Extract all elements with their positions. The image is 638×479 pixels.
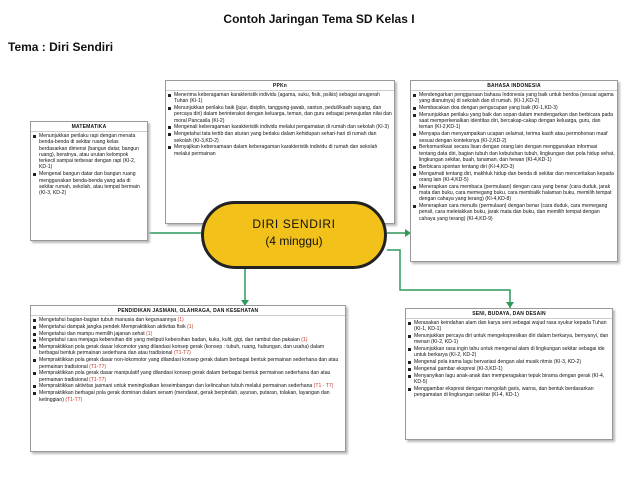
pjok-item-ref: (1) — [146, 330, 153, 337]
pjok-item: Mempraktikkan pola gerak dasar manipulatif yang dilandasi konsep gerak dalam berbagai bentuk permainan sederhana dan atau permainan tradisional (T1-T7) — [39, 370, 343, 383]
matematika-item: Menunjukkan perilaku rapi dengan menata benda-benda di sekitar ruang kelas berdasarkan dimensi (bangun datar, bangun ruang), beratnya, atau urutan kelompok terkecil sampai terbesar dengan rapi (KI-2, KD-1) — [39, 133, 145, 171]
pjok-item-ref: (1) — [301, 337, 308, 344]
ppkn-item: Mengetahui tata tertib dan aturan yang berlaku dalam kehidupan sehari-hari di rumah dan sekolah (KI-3,KD-2) — [174, 131, 392, 144]
pjok-item: Mempraktikkan berbagai pola gerak dominan dalam senam (mendarat, gerak berpindah, ayunan, putaran, tolakan, layangan dan ketinggian) (T1-T7) — [39, 390, 343, 403]
matematika-header: MATEMATIKA — [31, 122, 147, 132]
pjok-box — [30, 305, 346, 452]
bahasa-list — [411, 91, 617, 222]
pjok-item-ref: (T1-T7) — [173, 350, 191, 357]
ppkn-item: Mengenali keberagaman karakteristik individu melalui pengamatan di rumah dan sekolah (KI-3) — [174, 124, 392, 130]
bahasa-header: BAHASA INDONESIA — [411, 81, 617, 91]
pjok-item: Mengetahui dan mampu memilih jajanan sehat (1) — [39, 331, 343, 337]
bahasa-item: Mendengarkan penggunaan bahasa Indonesia yang baik untuk berdoa (sesuai agama yang dianutnya) di sekolah dan di rumah. (KI-1,KD-2) — [419, 92, 614, 105]
pjok-item-ref: (T1-T7) — [89, 376, 107, 383]
bahasa-item: Berkomunikasi secara lisan dengan orang lain dengan menggunakan informasi tentang data diri, bagian tubuh dan kebutuhan tubuh, lingkungan dan pola hidup sehat, lingkungan sekitar, buah, tanaman, dan hewan (KI-4,KD-1) — [419, 144, 615, 163]
pjok-item-ref: (T1 - T7) — [313, 383, 334, 390]
pjok-item-ref: (1) — [177, 317, 184, 323]
matematika-list — [31, 132, 147, 196]
ppkn-header: PPKn — [166, 81, 394, 91]
bahasa-item: Menunjukkan perilaku yang baik dan sopan dalam mendengarkan dan berbicara pada saat memperkenalkan identitas diri, bercakap-cakap dengan keluarga, guru, dan teman (KI-2,KD-1) — [419, 112, 615, 131]
pjok-list — [31, 316, 345, 403]
bahasa-item: Menerapkan cara membaca (permulaan) dengan cara yang benar (cara duduk, jarak mata dan buku, cara memegang buku, cara membalik halaman buku, memilih tempat dengan cahaya yang terang) (KI-4,KD-8) — [419, 184, 615, 203]
sbdp-item: Menunjukkan percaya diri untuk mengekspresikan diri dalam berkarya, bernyanyi, dan menari (KI-2, KD-1) — [414, 333, 609, 346]
sbdp-item: Menyanyikan lagu anak-anak dan memperagakan tepuk birama dengan gerak (KI-4, KD-5) — [414, 373, 610, 386]
page-title: Contoh Jaringan Tema SD Kelas I — [223, 12, 415, 26]
bahasa-item: Menyapa dan menyampaikan ucapan selamat, terima kasih atau permohonan maaf sesuai dengan konteksnya (KI-2,KD-2) — [419, 131, 615, 144]
pjok-item: Mengetahui cara menjaga kebersihan diri yang meliputi kebersihan badan, kuku, kulit, gigi, dan rambut dan pakaian (1) — [39, 337, 343, 343]
central-theme-duration: (4 minggu) — [265, 234, 323, 248]
ppkn-item: Menerima keberagaman karakteristik individu (agama, suku, fisik, psikis) sebagai anugerah Tuhan (KI-1) — [174, 92, 392, 105]
central-theme-title: DIRI SENDIRI — [252, 217, 336, 231]
central-theme-node — [201, 201, 387, 269]
sbdp-item: Mengenal pola irama lagu bervariasi dengan alat musik ritmis (KI-3, KD-2) — [414, 359, 610, 365]
ppkn-item: Menyajikan kebersamaan dalam keberagaman karakteristik individu di rumah dan sekolah melalui permainan — [174, 144, 392, 157]
ppkn-list — [166, 91, 394, 157]
matematika-box — [30, 121, 148, 241]
pjok-header: PENDIDIKAN JASMANI, OLAHRAGA, DAN KESEHATAN — [31, 306, 345, 316]
bahasa-item: Menerapkan cara menulis (permulaan) dengan benar (cara duduk, cara memegang pensil, cara meletakkan buku, jarak mata dan buku, dan memilih tempat dengan cahaya yang terang) (KI-4,KD-9) — [419, 203, 615, 222]
sbdp-item: Merasakan keindahan alam dan karya seni sebagai wujud rasa syukur kepada Tuhan (KI-1, KD-1) — [414, 320, 610, 333]
pjok-item: Mempraktikkan pola gerak dasar non-lokomotor yang dilandasi konsep gerak dalam berbagai bentuk permainan sederhana dan atau permainan tradisional (T1-T7) — [39, 357, 343, 370]
sbdp-item: Menunjukkan rasa ingin tahu untuk mengenal alam di lingkungan sekitar sebagai ide untuk berkarya (KI-2, KD-2) — [414, 346, 610, 359]
bahasa-item: Membacakan doa dengan pengucapan yang baik (KI-1,KD-3) — [419, 105, 615, 111]
pjok-item: Mempraktikkan pola gerak dasar lokomotor yang dilandasi konsep gerak (konsep : tubuh, ruang, hubungan, dan usaha) dalam berbagai bentuk permainan sederhana dan atau tradisional (T1-T7) — [39, 344, 343, 357]
bahasa-item: Mengamati tentang diri, makhluk hidup dan benda di sekitar dan menceritakan kepada orang lain (KI-4,KD-5) — [419, 170, 614, 183]
bahasa-indonesia-box — [410, 80, 618, 262]
sbdp-item: Menggambar ekspresi dengan mengolah garis, warna, dan bentuk berdasarkan pengamatan di lingkungan sekitar (KI-4, KD-1) — [414, 386, 610, 399]
pjok-item: Mengetahui bagian-bagian tubuh manusia dan kegunaannya (1) — [39, 317, 343, 323]
pjok-item: Mengetahui dampak jangka pendek Mempraktikkan aktivitas fisik (1) — [39, 324, 343, 330]
sbdp-item: Mengenal gambar ekspresi (KI-3,KD-1) — [414, 366, 610, 372]
bahasa-item: Berbicara spontan tentang diri (KI-4,KD-3) — [419, 164, 615, 170]
pjok-item-ref: (T1-T7) — [65, 396, 83, 403]
seni-budaya-box — [405, 308, 613, 440]
sbdp-list — [406, 319, 612, 399]
ppkn-item: Menunjukkan perilaku baik (jujur, disiplin, tanggung-jawab, santun, peduli/kasih sayang, dan percaya diri) dalam berinteraksi dengan keluarga, teman, dan guru sebagai perwujudan nilai dan moral Pancasila (KI-2) — [174, 105, 392, 124]
sbdp-header: SENI, BUDAYA, DAN DESAIN — [406, 309, 612, 319]
matematika-item: Mengenal bangun datar dan bangun ruang menggunakan benda-benda yang ada di sekitar rumah, sekolah, atau tempat bermain (KI-3, KD-2) — [39, 171, 145, 196]
pjok-item-ref: (T1-T7) — [89, 363, 107, 370]
pjok-item-ref: (1) — [187, 323, 194, 330]
pjok-item: Mempraktikkan aktivitas jasmani untuk meningkatkan keseimbangan dan kelincahan tubuh melalui permainan sederhana (T1 - T7) — [39, 383, 343, 389]
theme-label: Tema : Diri Sendiri — [8, 40, 114, 54]
